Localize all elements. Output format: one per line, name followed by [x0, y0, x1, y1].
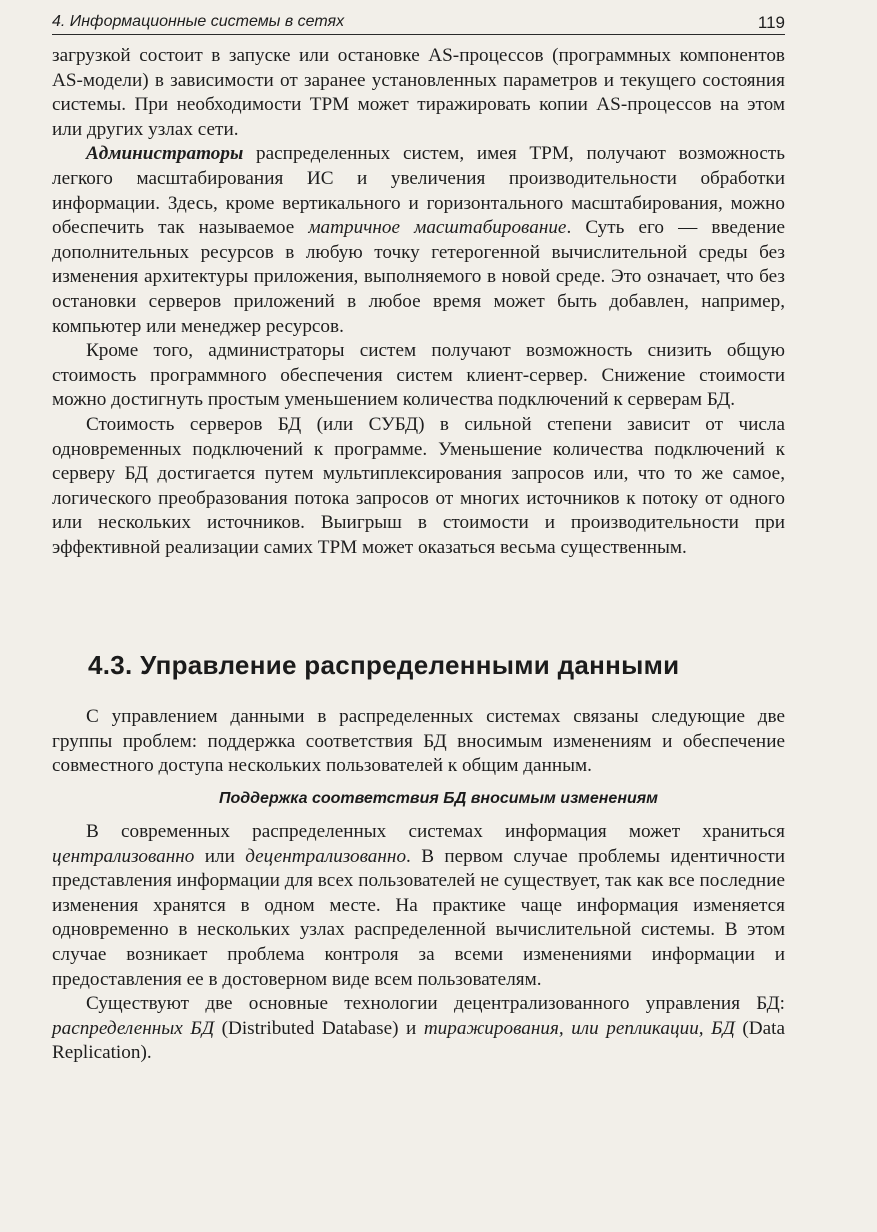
section-intro-block	[52, 705, 785, 779]
term-matrix-scaling: матричное масштабирование	[308, 217, 567, 239]
running-header	[52, 8, 785, 35]
paragraph-6	[52, 992, 785, 1066]
paragraph-5	[52, 820, 785, 992]
paragraph-3: Кроме того, администраторы систем получают возможность снизить общую стоимость программного обеспечения систем клиент-сервер. Снижение стоимости можно достигнуть простым уменьшением количества подключений к серверам БД.	[52, 340, 785, 411]
term-centralized: централизованно	[52, 845, 195, 867]
section-heading: 4.3. Управление распределенными данными	[88, 650, 680, 680]
paragraph-6-text-c: (Data Replication).	[52, 1017, 785, 1064]
paragraph-6-text-b: (Distributed Database) и	[214, 1017, 424, 1039]
page-number: 119	[757, 13, 785, 32]
section-intro: С управлением данными в распределенных системах связаны следующие две группы проблем: поддержка соответствия БД вносимым изменениям и обеспечение совместного доступа нескольких пользователей к общим данным.	[52, 706, 785, 777]
chapter-title: 4. Информационные системы в сетях	[52, 13, 345, 30]
paragraph-2-text-b: . Суть его — введение дополнительных ресурсов в любую точку гетерогенной вычислительной среды без изменения архитектуры приложения, выполняемого в новой среде. Это означает, что без остановки серверов приложений в любое время может быть добавлен, например, компьютер или менеджер ресурсов.	[52, 217, 786, 337]
subsection-heading: Поддержка соответствия БД вносимым изменениям	[218, 790, 659, 807]
paragraph-2-text-a: распределенных систем, имея TPM, получают возможность легкого масштабирования ИС и увеличения производительности обработки информации. Здесь, кроме вертикального и горизонтального масштабирования, можно обеспечить так называемое	[52, 143, 785, 239]
term-decentralized: децентрализованно	[245, 845, 407, 867]
paragraph-6-text-a: Существуют две основные технологии децентрализованного управления БД:	[86, 993, 785, 1015]
paragraph-5-text-b: или	[194, 845, 246, 867]
body-text-bottom	[52, 820, 785, 1066]
term-distributed-db: распределенных БД	[52, 1017, 215, 1039]
paragraph-1: загрузкой состоит в запуске или остановке AS-процессов (программных компонентов AS-модели) в зависимости от заранее установленных параметров и текущего состояния системы. При необходимости TPM может тиражировать копии AS-процессов на этом или других узлах сети.	[52, 45, 785, 140]
paragraph-5-text-a: В современных распределенных системах информация может храниться	[86, 821, 785, 842]
term-administrators: Администраторы	[86, 143, 244, 165]
paragraph-5-text-c: . В первом случае проблемы идентичности представления информации для всех пользователей не существует, так как все последние изменения хранятся в одном месте. На практике чаще информация изменяется одновременно в нескольких узлах распределенной вычислительной системы. В этом случае возникает проблема контроля за всеми изменениями информации и предоставления ее в достоверном виде всем пользователям.	[52, 845, 785, 990]
body-text-top	[52, 44, 785, 560]
paragraph-2	[52, 142, 785, 339]
paragraph-4: Стоимость серверов БД (или СУБД) в сильной степени зависит от числа одновременных подключений к программе. Уменьшение количества подключений к серверу БД достигается путем мультиплексирования запросов или, что то же самое, логического преобразования потока запросов от многих источников к потоку от одного или нескольких источников. Выигрыш в стоимости и производительности при эффективной реализации самих TPM может оказаться весьма существенным.	[52, 413, 785, 558]
term-replication: тиражирования, или репликации, БД	[423, 1017, 735, 1039]
